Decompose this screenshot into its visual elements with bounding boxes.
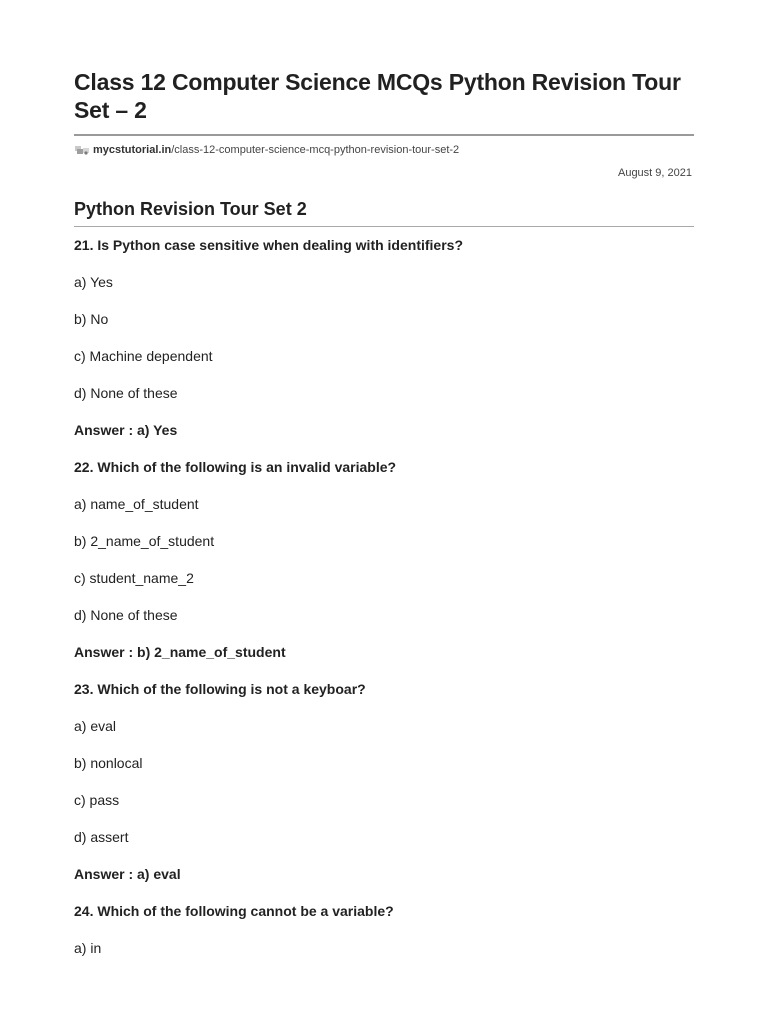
section-title: Python Revision Tour Set 2 [74, 199, 307, 219]
publish-date: August 9, 2021 [617, 167, 692, 179]
section-divider [74, 226, 694, 227]
question-list [74, 236, 694, 976]
option-21-d: d) None of these [74, 385, 178, 401]
source-path[interactable]: /class-12-computer-science-mcq-python-revision-tour-set-2 [171, 144, 460, 156]
option-23-d: d) assert [74, 829, 129, 845]
option-21-a: a) Yes [74, 274, 113, 290]
answer-23: Answer : a) eval [74, 866, 181, 882]
site-favicon-icon [74, 144, 90, 156]
page-title: Class 12 Computer Science MCQs Python Revision Tour Set – 2 [74, 69, 681, 123]
answer-21: Answer : a) Yes [74, 422, 178, 438]
option-21-c: c) Machine dependent [74, 348, 213, 364]
source-link[interactable] [74, 142, 459, 158]
option-23-c: c) pass [74, 792, 120, 808]
option-24-a: a) in [74, 940, 102, 956]
question-21: 21. Is Python case sensitive when dealing with identifiers? [74, 237, 463, 253]
option-22-b: b) 2_name_of_student [74, 533, 215, 549]
question-22: 22. Which of the following is an invalid variable? [74, 459, 397, 475]
option-22-d: d) None of these [74, 607, 178, 623]
option-21-b: b) No [74, 311, 109, 327]
option-22-c: c) student_name_2 [74, 570, 194, 586]
answer-22: Answer : b) 2_name_of_student [74, 644, 286, 660]
question-23: 23. Which of the following is not a keyboar? [74, 681, 366, 697]
option-23-b: b) nonlocal [74, 755, 143, 771]
source-domain[interactable]: mycstutorial.in [93, 144, 172, 156]
title-divider [74, 134, 694, 136]
question-24: 24. Which of the following cannot be a variable? [74, 903, 394, 919]
option-22-a: a) name_of_student [74, 496, 199, 512]
option-23-a: a) eval [74, 718, 117, 734]
